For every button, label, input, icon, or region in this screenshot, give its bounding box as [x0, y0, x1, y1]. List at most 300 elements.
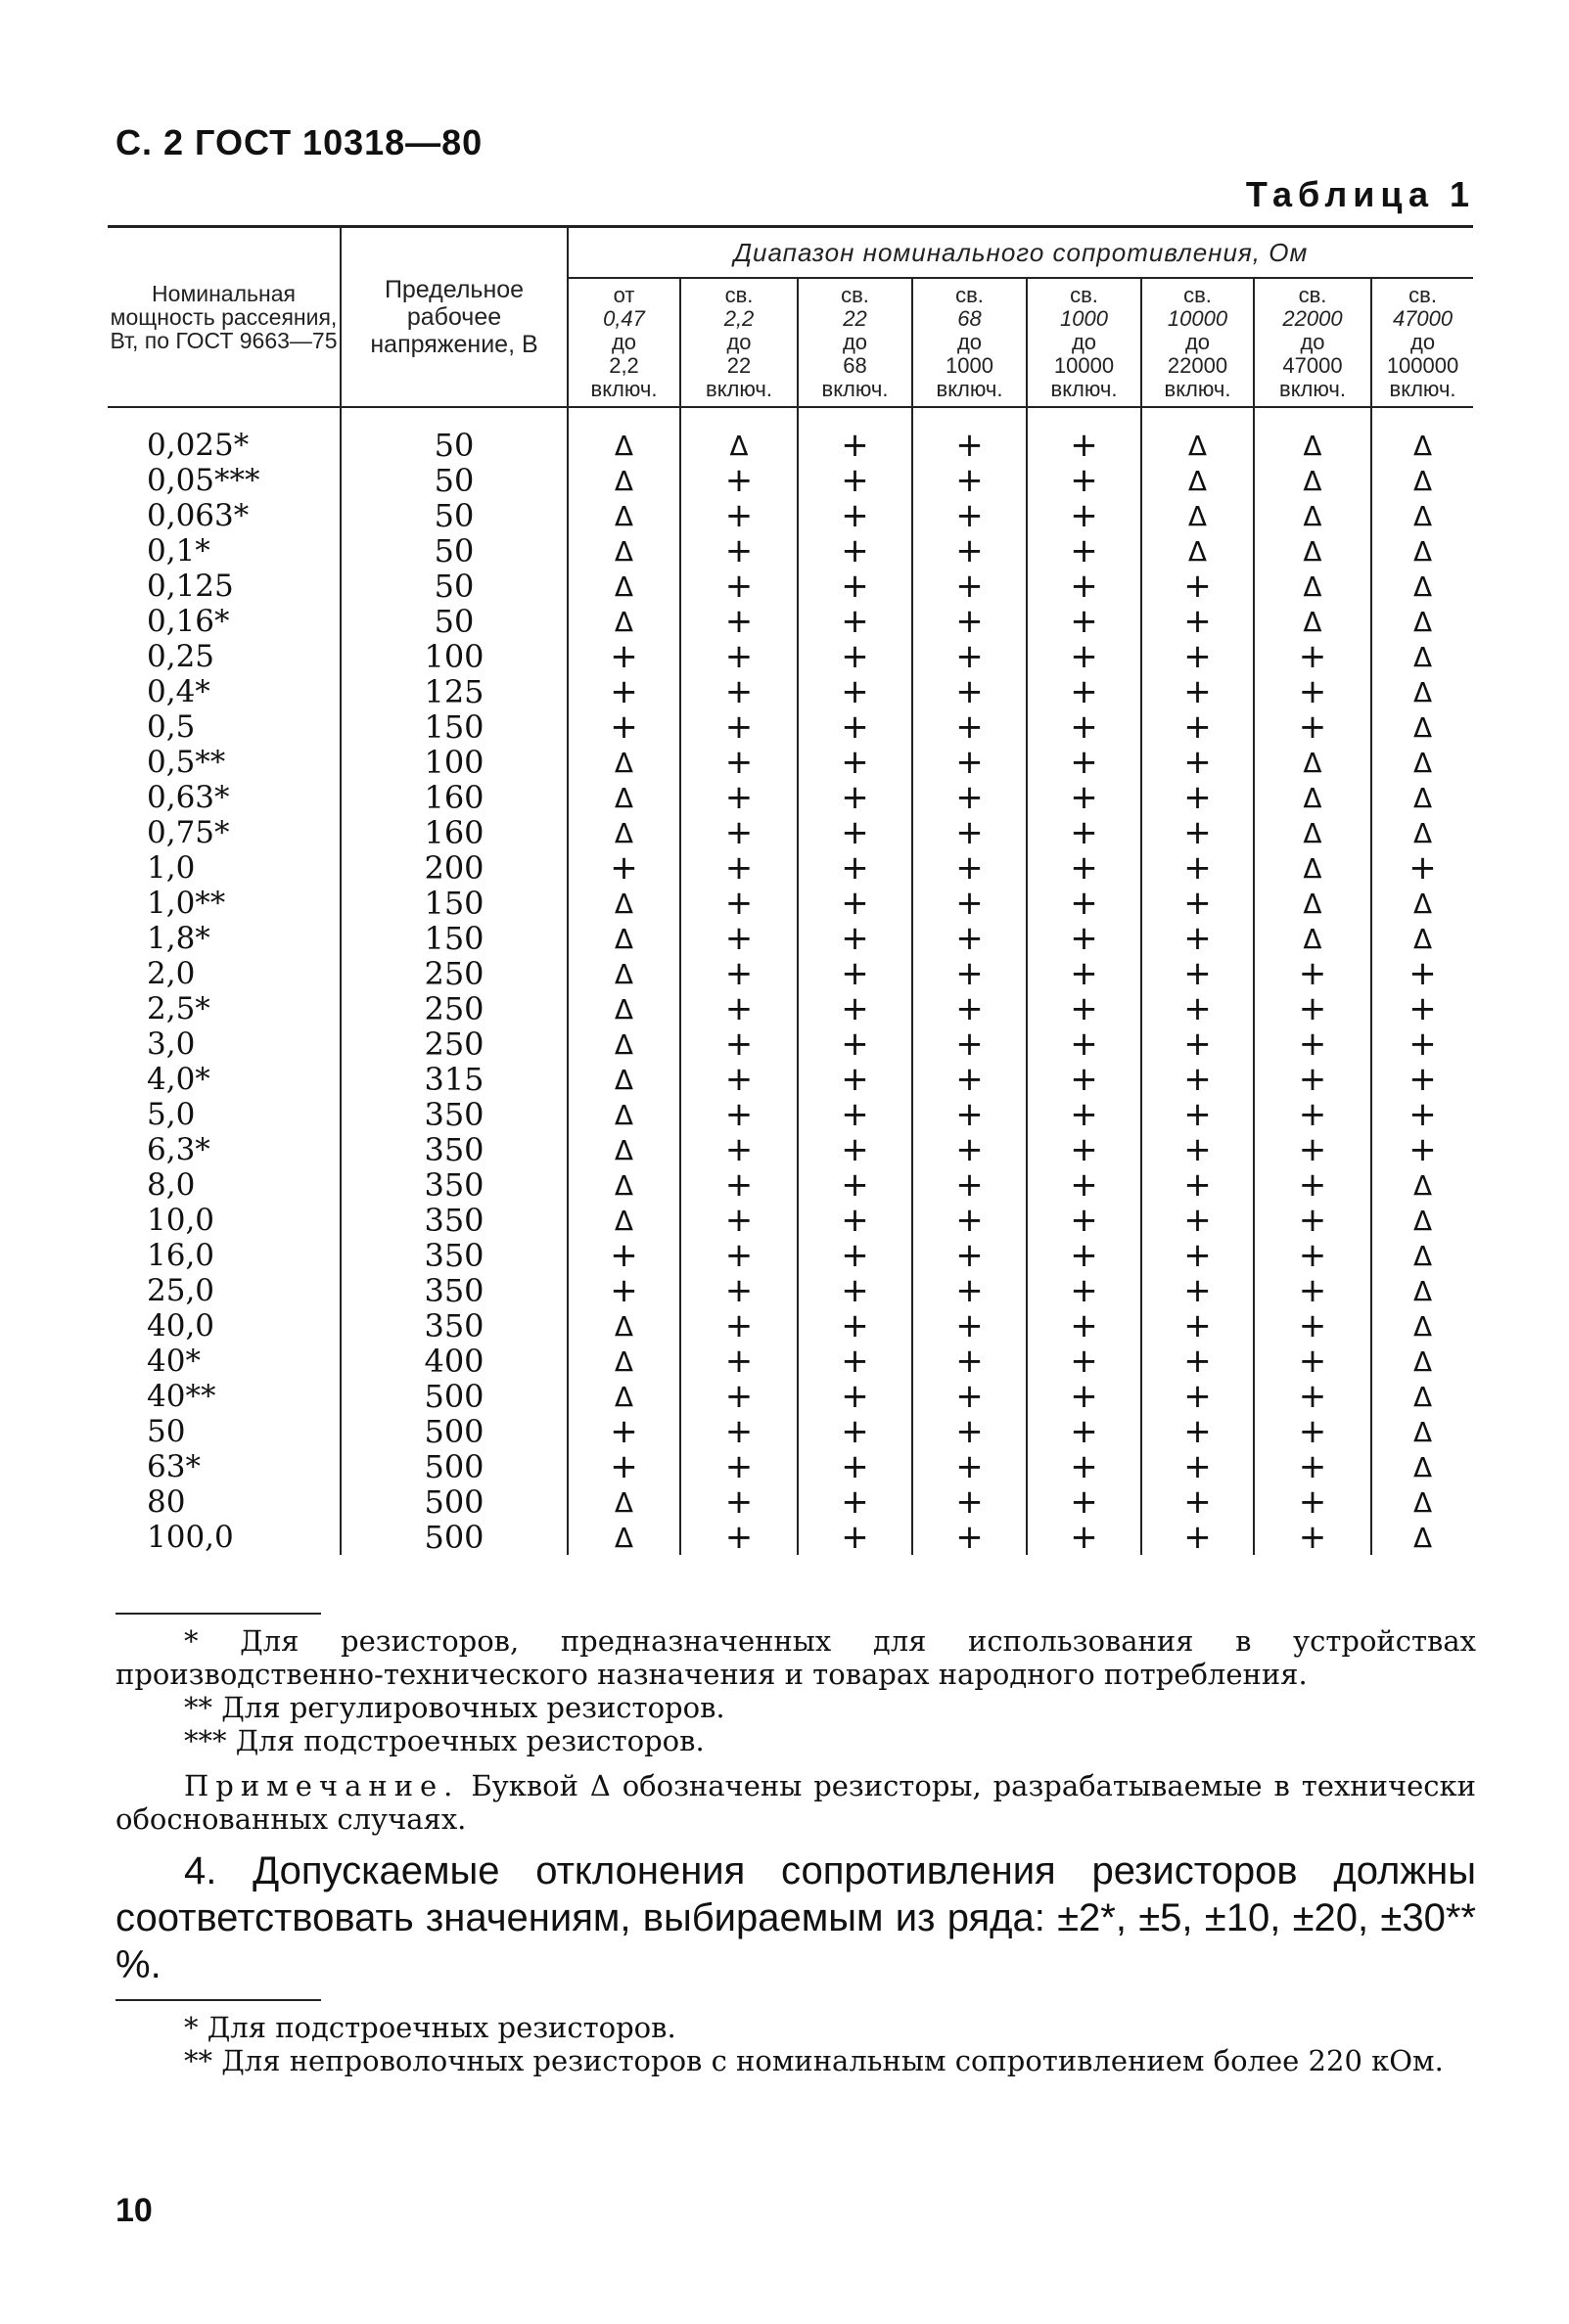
cell-text: 5,0 [147, 1096, 196, 1132]
availability-cell [912, 1341, 1027, 1381]
availability-cell [680, 1517, 798, 1557]
power-cell [108, 639, 341, 674]
availability-cell [798, 1164, 912, 1205]
plus-mark: + [1070, 953, 1098, 993]
plus-mark: + [1070, 671, 1098, 711]
table-row [108, 745, 1473, 780]
delta-mark: Δ [614, 1099, 634, 1131]
voltage-cell [341, 1273, 568, 1308]
cell-text: 350 [424, 1306, 485, 1344]
availability-cell [912, 1270, 1027, 1310]
availability-cell [568, 569, 680, 604]
delta-mark: Δ [1412, 465, 1433, 497]
availability-cell [1371, 1167, 1473, 1203]
range-part: 1000 [1060, 306, 1108, 331]
voltage-cell [341, 780, 568, 815]
delta-mark: Δ [614, 1522, 634, 1554]
availability-cell [798, 812, 912, 852]
availability-cell [912, 636, 1027, 676]
delta-mark: Δ [1412, 1169, 1433, 1202]
plus-mark: + [724, 953, 754, 993]
power-cell [108, 1344, 341, 1379]
availability-cell [1141, 706, 1254, 747]
plus-mark: + [1298, 1200, 1327, 1240]
plus-mark: + [955, 1200, 984, 1240]
plus-mark: + [724, 1024, 754, 1064]
range-part: 22000 [1282, 306, 1343, 331]
availability-cell [1141, 636, 1254, 676]
plus-mark: + [1408, 953, 1437, 993]
availability-cell [1027, 1517, 1141, 1557]
plus-mark: + [1298, 1411, 1327, 1451]
availability-cell [1371, 988, 1473, 1028]
availability-cell [1141, 1341, 1254, 1381]
delta-mark: Δ [1412, 817, 1433, 849]
availability-cell [798, 671, 912, 711]
voltage-cell [341, 991, 568, 1026]
plus-mark: + [1408, 1024, 1437, 1064]
availability-cell [568, 780, 680, 815]
availability-cell [1141, 1517, 1254, 1557]
availability-cell [1141, 812, 1254, 852]
plus-mark: + [1070, 636, 1098, 676]
cell-text: 40* [147, 1343, 201, 1379]
availability-cell [912, 918, 1027, 958]
cell-text: 0,05*** [147, 462, 260, 498]
plus-mark: + [1298, 1305, 1327, 1345]
availability-cell [568, 604, 680, 639]
plus-mark: + [955, 601, 984, 641]
availability-cell [1371, 463, 1473, 498]
availability-cell [912, 1026, 1027, 1062]
table-row [108, 1414, 1473, 1449]
plus-mark: + [841, 1305, 869, 1345]
availability-cell [1371, 1203, 1473, 1238]
availability-cell [1141, 1129, 1254, 1169]
availability-cell [798, 1235, 912, 1275]
delta-mark: Δ [1303, 465, 1322, 497]
plus-mark: + [955, 918, 984, 958]
availability-cell [1027, 1341, 1141, 1381]
availability-cell [568, 1520, 680, 1555]
availability-cell [798, 953, 912, 993]
cell-text: 250 [424, 989, 485, 1027]
availability-cell [1141, 777, 1254, 817]
availability-cell [1141, 1164, 1254, 1205]
availability-cell [912, 812, 1027, 852]
availability-cell [1027, 847, 1141, 888]
plus-mark: + [955, 1164, 984, 1205]
availability-cell [568, 1344, 680, 1379]
cell-text: 50 [434, 426, 475, 464]
availability-cell [680, 1481, 798, 1522]
footnote-5: ** Для непроволочных резисторов с номинальным сопротивлением более 220 кОм. [184, 2044, 1444, 2077]
plus-mark: + [955, 1481, 984, 1522]
availability-cell [912, 530, 1027, 570]
delta-mark: Δ [614, 888, 634, 920]
delta-mark: Δ [1303, 500, 1322, 532]
plus-mark: + [610, 706, 638, 747]
plus-mark: + [841, 1446, 869, 1486]
availability-cell [798, 777, 912, 817]
cell-text: 6,3* [147, 1131, 210, 1167]
availability-cell [1371, 1059, 1473, 1099]
availability-cell [680, 636, 798, 676]
availability-cell [912, 460, 1027, 500]
plus-mark: + [955, 706, 984, 747]
availability-cell [1371, 886, 1473, 921]
plus-mark: + [955, 1446, 984, 1486]
plus-mark: + [841, 777, 869, 817]
cell-text: 500 [424, 1447, 485, 1485]
voltage-cell [341, 407, 568, 463]
plus-mark: + [1183, 918, 1212, 958]
cell-text: 50 [434, 461, 475, 499]
power-cell [108, 850, 341, 886]
availability-cell [1027, 495, 1141, 535]
voltage-cell [341, 569, 568, 604]
availability-cell [680, 1094, 798, 1134]
availability-cell [1371, 1484, 1473, 1520]
plus-mark: + [724, 1200, 754, 1240]
plus-mark: + [841, 460, 869, 500]
plus-mark: + [841, 1024, 869, 1064]
availability-cell [798, 601, 912, 641]
availability-cell [1254, 569, 1371, 604]
plus-mark: + [724, 1411, 754, 1451]
range-part: включ. [1050, 377, 1118, 401]
plus-mark: + [724, 460, 754, 500]
availability-cell [680, 1446, 798, 1486]
table-row [108, 709, 1473, 745]
plus-mark: + [1298, 1376, 1327, 1416]
availability-cell [568, 1308, 680, 1344]
plus-mark: + [841, 953, 869, 993]
availability-cell [1027, 1446, 1141, 1486]
resistor-table-wrap [108, 225, 1473, 1555]
cell-text: 0,4* [147, 673, 210, 709]
availability-cell [1141, 918, 1254, 958]
cell-text: 50 [434, 496, 475, 534]
power-cell [108, 1238, 341, 1273]
availability-cell [1371, 407, 1473, 463]
plus-mark: + [724, 671, 754, 711]
availability-cell [912, 1481, 1027, 1522]
availability-cell [798, 706, 912, 747]
plus-mark: + [1070, 1305, 1098, 1345]
availability-cell [1027, 530, 1141, 570]
availability-cell [1254, 1129, 1371, 1169]
availability-cell [798, 1517, 912, 1557]
delta-mark: Δ [1412, 1275, 1433, 1307]
plus-mark: + [841, 1094, 869, 1134]
plus-mark: + [724, 847, 754, 888]
footnote-3: *** Для подстроечных резисторов. [184, 1724, 705, 1757]
plus-mark: + [1070, 1164, 1098, 1205]
note-title: Примечание. [184, 1769, 460, 1802]
plus-mark: + [724, 566, 754, 606]
plus-mark: + [841, 918, 869, 958]
table-row [108, 1344, 1473, 1379]
plus-mark: + [1070, 1446, 1098, 1486]
voltage-cell [341, 1062, 568, 1097]
availability-cell [1371, 498, 1473, 533]
delta-mark: Δ [1303, 535, 1322, 568]
cell-text: 150 [424, 884, 485, 922]
availability-cell [1254, 463, 1371, 498]
plus-mark: + [955, 1305, 984, 1345]
availability-cell [568, 1446, 680, 1486]
plus-mark: + [724, 1094, 754, 1134]
voltage-cell [341, 1344, 568, 1379]
delta-mark: Δ [614, 1310, 634, 1343]
voltage-cell [341, 533, 568, 569]
availability-cell [568, 1026, 680, 1062]
table-row [108, 533, 1473, 569]
availability-cell [568, 407, 680, 463]
availability-cell [798, 566, 912, 606]
page-header: С. 2 ГОСТ 10318—80 [115, 122, 484, 162]
power-cell [108, 1132, 341, 1167]
plus-mark: + [1070, 777, 1098, 817]
power-cell [108, 674, 341, 709]
plus-mark: + [841, 601, 869, 641]
availability-cell [1027, 706, 1141, 747]
availability-cell [1027, 1270, 1141, 1310]
availability-cell [1371, 1344, 1473, 1379]
availability-cell [1371, 604, 1473, 639]
range-part: св. [955, 283, 984, 307]
availability-cell [680, 1059, 798, 1099]
table-row [108, 1273, 1473, 1308]
range-part: до [956, 330, 983, 354]
delta-mark: Δ [1303, 430, 1322, 462]
delta-mark: Δ [614, 817, 634, 849]
voltage-cell [341, 639, 568, 674]
range-part: 0,47 [603, 306, 645, 331]
cell-text: 25,0 [147, 1272, 215, 1308]
delta-mark: Δ [1412, 1486, 1433, 1519]
range-part: от [613, 283, 635, 307]
plus-mark: + [1183, 671, 1212, 711]
col-header-voltage: Предельное рабочее напряжение, В [341, 227, 568, 408]
cell-text: 125 [424, 672, 485, 710]
table-row [108, 886, 1473, 921]
delta-mark: Δ [614, 1381, 634, 1413]
plus-mark: + [841, 566, 869, 606]
range-part: св. [1298, 283, 1327, 307]
availability-cell [1371, 1094, 1473, 1134]
power-cell [108, 1026, 341, 1062]
plus-mark: + [955, 495, 984, 535]
availability-cell [1141, 1481, 1254, 1522]
availability-cell [1254, 815, 1371, 850]
availability-cell [912, 1129, 1027, 1169]
plus-mark: + [955, 988, 984, 1028]
availability-cell [680, 1200, 798, 1240]
range-header-7 [1254, 278, 1371, 407]
plus-mark: + [724, 1235, 754, 1275]
cell-text: 63* [147, 1448, 201, 1484]
plus-mark: + [610, 1446, 638, 1486]
range-part: св. [1408, 283, 1437, 307]
voltage-cell [341, 709, 568, 745]
resistor-table [108, 225, 1473, 1555]
table-row [108, 1449, 1473, 1484]
section-footnotes [115, 2011, 1476, 2077]
availability-cell [568, 636, 680, 676]
plus-mark: + [955, 671, 984, 711]
availability-cell [680, 1411, 798, 1451]
availability-cell [568, 886, 680, 921]
table-row [108, 1026, 1473, 1062]
plus-mark: + [724, 1305, 754, 1345]
table-row [108, 674, 1473, 709]
cell-text: 50 [434, 602, 475, 640]
power-cell [108, 498, 341, 533]
voltage-cell [341, 815, 568, 850]
availability-cell [1371, 1129, 1473, 1169]
cell-text: 160 [424, 813, 485, 851]
availability-cell [1371, 709, 1473, 745]
availability-cell [1254, 921, 1371, 956]
range-part: 68 [843, 353, 867, 378]
availability-cell [1141, 1235, 1254, 1275]
voltage-cell [341, 1308, 568, 1344]
power-cell [108, 921, 341, 956]
plus-mark: + [1070, 918, 1098, 958]
plus-mark: + [1408, 988, 1437, 1028]
availability-cell [1027, 1059, 1141, 1099]
delta-mark: Δ [1412, 606, 1433, 638]
power-cell [108, 407, 341, 463]
availability-cell [1141, 742, 1254, 782]
availability-cell [912, 1305, 1027, 1345]
power-cell [108, 463, 341, 498]
delta-mark: Δ [1303, 782, 1322, 814]
table-row [108, 1379, 1473, 1414]
plus-mark: + [955, 1094, 984, 1134]
footnote-4: * Для подстроечных резисторов. [184, 2011, 676, 2044]
section-4 [115, 1847, 1476, 1988]
plus-mark: + [955, 953, 984, 993]
availability-cell [798, 460, 912, 500]
cell-text: 0,75* [147, 814, 230, 850]
table-row [108, 956, 1473, 991]
availability-cell [1141, 566, 1254, 606]
delta-mark: Δ [1412, 500, 1433, 532]
delta-mark: Δ [1412, 676, 1433, 708]
availability-cell [1027, 918, 1141, 958]
plus-mark: + [841, 1341, 869, 1381]
availability-cell [680, 671, 798, 711]
plus-mark: + [1183, 1517, 1212, 1557]
delta-mark: Δ [614, 1064, 634, 1096]
plus-mark: + [1070, 1411, 1098, 1451]
availability-cell [1371, 1449, 1473, 1484]
plus-mark: + [610, 671, 638, 711]
availability-cell [1141, 1200, 1254, 1240]
availability-cell [1141, 463, 1254, 498]
availability-cell [568, 847, 680, 888]
range-part: св. [841, 283, 869, 307]
plus-mark: + [724, 495, 754, 535]
availability-cell [568, 1097, 680, 1132]
delta-mark: Δ [1303, 888, 1322, 920]
availability-cell [912, 601, 1027, 641]
plus-mark: + [1183, 742, 1212, 782]
availability-cell [568, 463, 680, 498]
availability-cell [680, 1270, 798, 1310]
delta-mark: Δ [614, 1205, 634, 1237]
plus-mark: + [1070, 1235, 1098, 1275]
cell-text: 100,0 [147, 1519, 234, 1555]
delta-mark: Δ [614, 1134, 634, 1166]
plus-mark: + [1070, 1517, 1098, 1557]
table-row [108, 498, 1473, 533]
delta-mark: Δ [1187, 500, 1208, 532]
availability-cell [680, 1129, 798, 1169]
delta-mark: Δ [1412, 782, 1433, 814]
availability-cell [568, 815, 680, 850]
plus-mark: + [1408, 847, 1437, 888]
availability-cell [1254, 1164, 1371, 1205]
delta-mark: Δ [614, 958, 634, 990]
availability-cell [680, 1376, 798, 1416]
plus-mark: + [1298, 1341, 1327, 1381]
plus-mark: + [724, 777, 754, 817]
availability-cell [1371, 1238, 1473, 1273]
plus-mark: + [1183, 1200, 1212, 1240]
plus-mark: + [1298, 1164, 1327, 1205]
availability-cell [568, 1411, 680, 1451]
availability-cell [680, 1026, 798, 1062]
plus-mark: + [1183, 636, 1212, 676]
plus-mark: + [1183, 1164, 1212, 1205]
availability-cell [1027, 1164, 1141, 1205]
availability-cell [680, 1305, 798, 1345]
plus-mark: + [1183, 1341, 1212, 1381]
availability-cell [1371, 1026, 1473, 1062]
availability-cell [680, 847, 798, 888]
plus-mark: + [610, 1411, 638, 1451]
cell-text: 350 [424, 1130, 485, 1168]
cell-text: 350 [424, 1271, 485, 1309]
availability-cell [798, 742, 912, 782]
range-part: включ. [706, 377, 772, 401]
availability-cell [912, 1235, 1027, 1275]
range-header-1 [568, 278, 680, 407]
plus-mark: + [1070, 601, 1098, 641]
section-4-text: 4. Допускаемые отклонения сопротивления резисторов должны соответствовать значениям, выбираемым из ряда: ±2*, ±5, ±10, ±20, ±30** %. [115, 1849, 1476, 1986]
availability-cell [1371, 1520, 1473, 1555]
voltage-cell [341, 1449, 568, 1484]
plus-mark: + [610, 636, 638, 676]
cell-text: 2,0 [147, 955, 196, 991]
cell-text: 3,0 [147, 1025, 196, 1062]
cell-text: 16,0 [147, 1237, 215, 1273]
plus-mark: + [955, 1129, 984, 1169]
plus-mark: + [955, 425, 984, 465]
cell-text: 500 [424, 1412, 485, 1450]
availability-cell [912, 953, 1027, 993]
plus-mark: + [841, 1235, 869, 1275]
plus-mark: + [1298, 636, 1327, 676]
availability-cell [568, 1167, 680, 1203]
plus-mark: + [841, 812, 869, 852]
plus-mark: + [1298, 1270, 1327, 1310]
availability-cell [1027, 742, 1141, 782]
